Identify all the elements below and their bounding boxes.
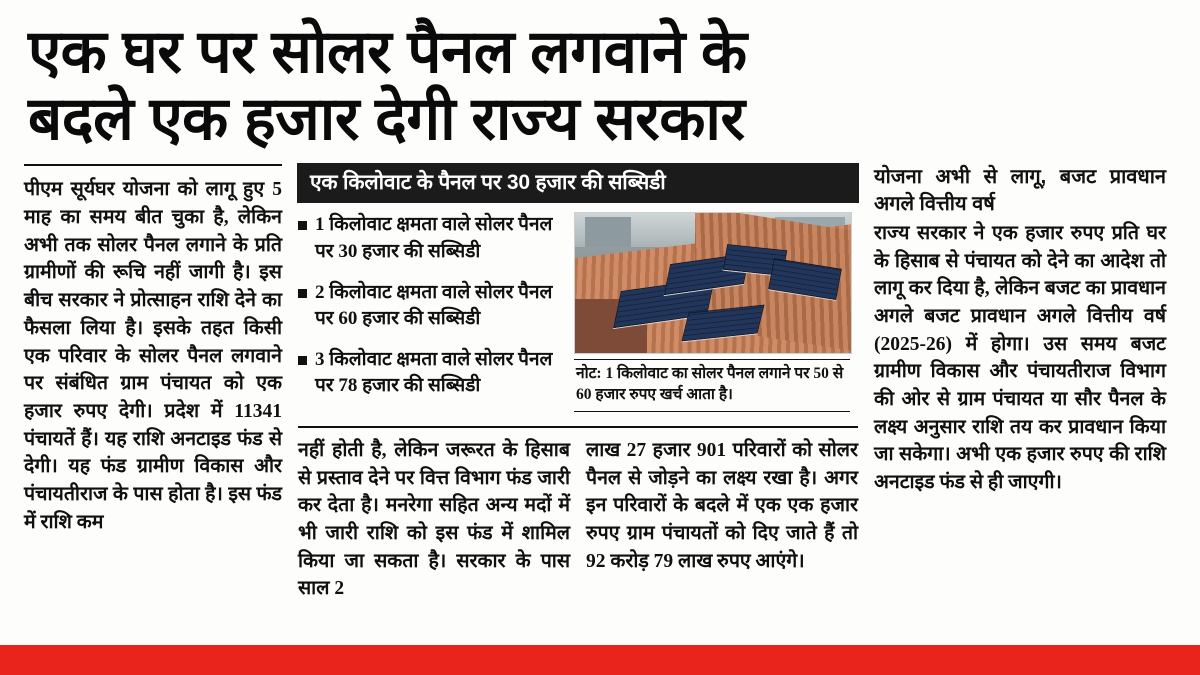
bullet-square-icon — [298, 289, 307, 298]
headline-line-2: बदले एक हजार देगी राज्य सरकार — [28, 85, 745, 153]
bottom-red-bar — [0, 645, 1200, 675]
solar-panel-photo — [574, 212, 852, 354]
figure — [574, 212, 850, 412]
middle-paragraph-right: लाख 27 हजार 901 परिवारों को सोलर पैनल से जोड़ने का लक्ष्य रखा है। अगर इन परिवारों के बदले में एक एक हजार रुपए ग्राम पंचायतों को दिए जाते हैं तो 92 करोड़ 79 लाख रुपए आएंगे। — [586, 440, 858, 572]
bullet-list — [298, 212, 560, 414]
headline — [0, 0, 1200, 152]
subhead-ribbon: एक किलोवाट के पैनल पर 30 हजार की सब्सिडी — [298, 164, 858, 202]
middle-bottom-row — [298, 426, 858, 603]
list-item — [298, 212, 560, 265]
middle-bottom-left — [298, 437, 570, 603]
middle-top-row — [298, 212, 858, 414]
bullet-text: 2 किलोवाट क्षमता वाले सोलर पैनल पर 60 हजार की सब्सिडी — [315, 281, 553, 330]
list-item — [298, 280, 560, 333]
bullet-text: 3 किलोवाट क्षमता वाले सोलर पैनल पर 78 हजार की सब्सिडी — [315, 348, 553, 397]
photo-caption: नोट: 1 किलोवाट का सोलर पैनल लगाने पर 50 से 60 हजार रुपए खर्च आता है। — [574, 359, 850, 412]
right-column-lead: योजना अभी से लागू, बजट प्रावधान अगले वित्तीय वर्ष — [874, 166, 1166, 216]
left-column-rule — [24, 164, 282, 166]
middle-column — [298, 164, 858, 603]
bullet-square-icon — [298, 221, 307, 230]
middle-bottom-right — [586, 437, 858, 603]
headline-line-1: एक घर पर सोलर पैनल लगवाने के — [28, 18, 747, 85]
bullet-square-icon — [298, 356, 307, 365]
background-building — [585, 217, 631, 247]
left-column — [24, 164, 282, 536]
bottom-fade — [0, 619, 1200, 645]
right-column-paragraph: राज्य सरकार ने एक हजार रुपए प्रति घर के हिसाब से पंचायत को देने का आदेश तो लागू कर दिया है, लेकिन बजट का प्रावधान अगले बजट प्रावधान अगले वित्तीय वर्ष (2025-26) में होगा। उस समय बजट ग्रामीण विकास और पंचायतीराज विभाग की ओर से ग्राम पंचायत या सौर पैनल के लक्ष्य अनुसार राशि तय कर प्रावधान किया जा सकेगा। अभी एक हजार रुपए की राशि अनटाइड फंड से ही जाएगी। — [874, 222, 1166, 494]
middle-paragraph-left: नहीं होती है, लेकिन जरूरत के हिसाब से प्रस्ताव देने पर वित्त विभाग फंड जारी कर देता है। मनरेगा सहित अन्य मदों में भी जारी राशि को इस फंड में शामिल किया जा सकता है। सरकार के पास साल 2 — [298, 440, 570, 600]
right-column — [874, 164, 1166, 496]
list-item — [298, 347, 560, 400]
left-column-paragraph: पीएम सूर्यघर योजना को लागू हुए 5 माह का समय बीत चुका है, लेकिन अभी तक सोलर पैनल लगाने के प्रति ग्रामीणों की रूचि नहीं जागी है। इस बीच सरकार ने प्रोत्साहन राशि देने का फैसला लिया है। इसके तहत किसी एक परिवार के सोलर पैनल लगवाने पर संबंधित ग्राम पंचायत को एक हजार रुपए देगी। प्रदेश में 11341 पंचायतें हैं। यह राशि अनटाइड फंड से देगी। यह फंड ग्रामीण विकास और पंचायतीराज के पास होता है। इस फंड में राशि कम — [24, 179, 282, 533]
article-body — [0, 164, 1200, 603]
bullet-text: 1 किलोवाट क्षमता वाले सोलर पैनल पर 30 हजार की सब्सिडी — [315, 214, 553, 263]
